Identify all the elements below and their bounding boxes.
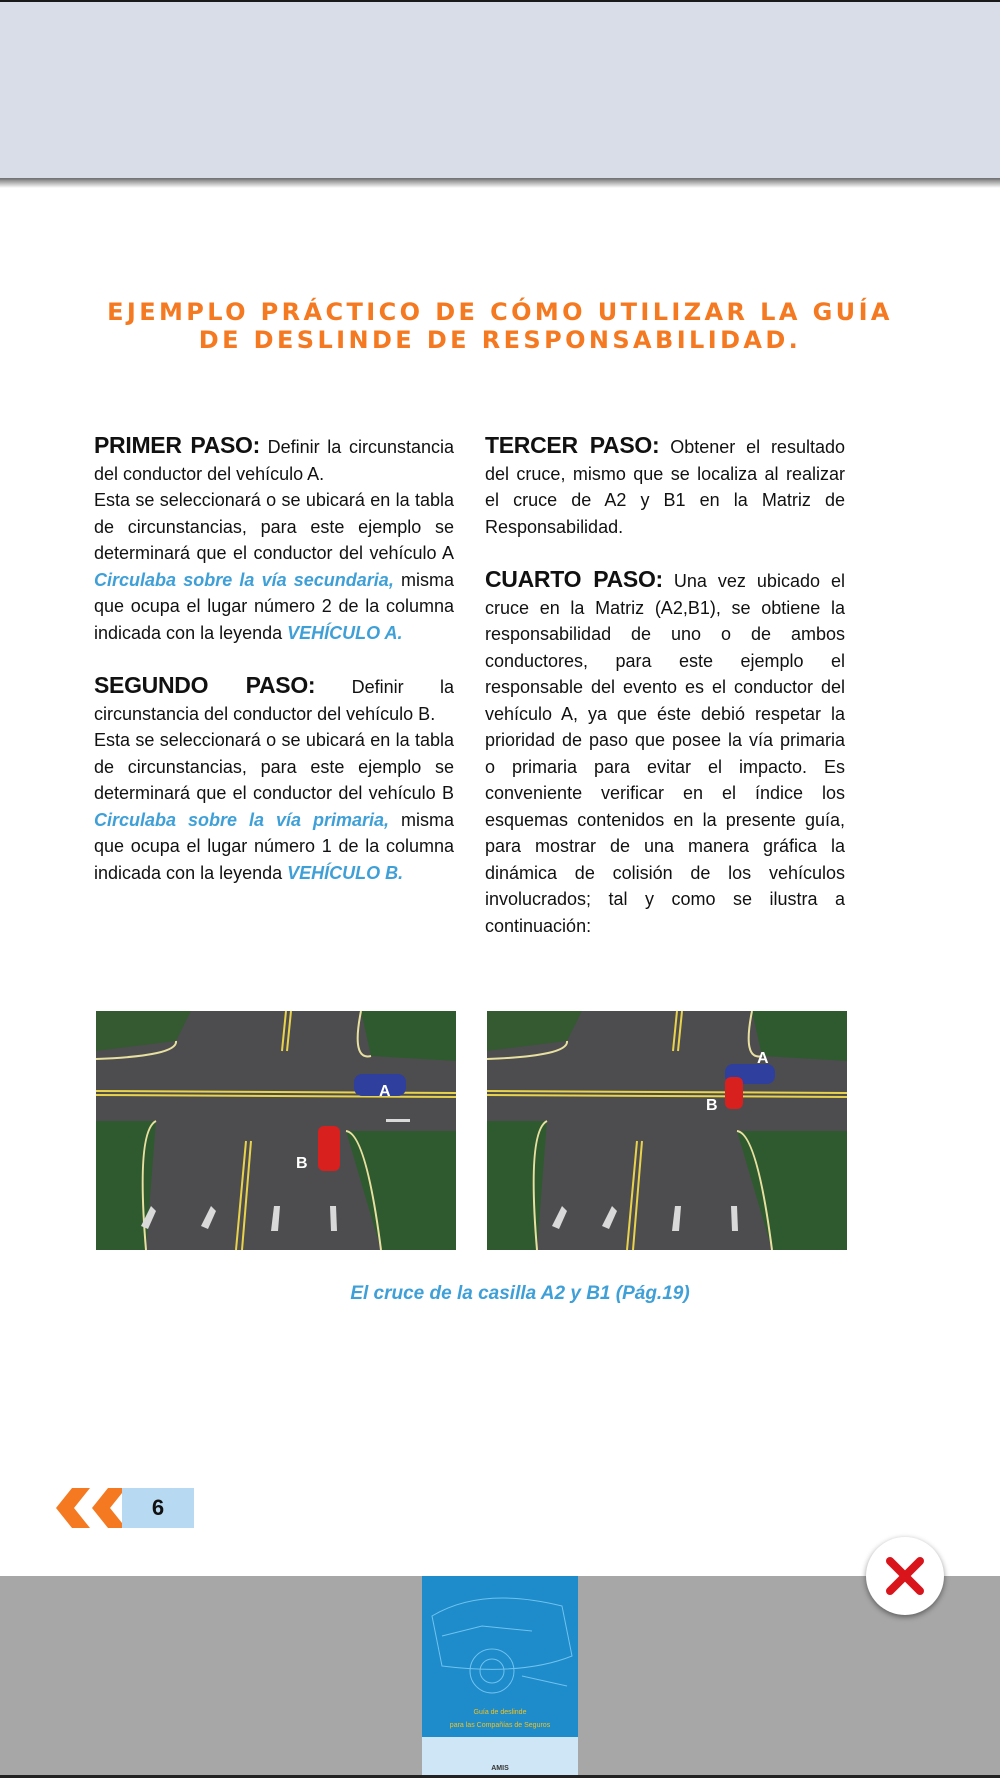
primer-paso-intro: Definir la circunstancia del conductor del vehículo A. [94, 437, 454, 484]
vehiculo-a-legend: VEHÍCULO A. [287, 622, 403, 643]
vehicle-a-marker-collision: A [757, 1050, 769, 1067]
primer-paso-label: PRIMER PASO: [94, 432, 261, 458]
cover-thumbnail[interactable] [422, 1576, 578, 1775]
cuarto-paso-label: CUARTO PASO: [485, 566, 663, 592]
vehicle-b-marker-collision: B [706, 1097, 718, 1114]
segundo-paso-paragraph [94, 672, 454, 727]
chevron-left-icon[interactable] [92, 1488, 126, 1528]
right-column [485, 432, 845, 939]
primer-paso-body: Esta se seleccionará o se ubicará en la tabla de circunstancias, para este ejemplo se determinará que el conductor del vehículo A Circulaba sobre la vía secundaria, misma que ocupa el lugar número 2 de la columna indicada con la leyenda VEHÍCULO A. [94, 490, 454, 643]
thumbnail-title: Guía de deslinde para las Compañías de Seguros [449, 1709, 551, 1729]
amis-logo: AMIS [491, 1765, 509, 1772]
intersection-scene-collision [487, 1011, 847, 1250]
top-toolbar-band [0, 0, 1000, 180]
intersection-scene-before [96, 1011, 456, 1250]
segundo-paso-label: SEGUNDO PASO: [94, 672, 316, 698]
toolbar-shadow [0, 178, 1000, 188]
figure-caption: El cruce de la casilla A2 y B1 (Pág.19) [350, 1283, 690, 1304]
tercer-paso-paragraph: TERCER PASO: Obtener el resultado del cruce, mismo que se localiza al realizar el cruce de A2 y B1 en la Matriz de Responsabilidad. [485, 432, 845, 537]
close-button[interactable] [866, 1537, 944, 1615]
segundo-paso-intro: Definir la circunstancia del conductor del vehículo B. [94, 677, 454, 724]
vehiculo-b-legend: VEHÍCULO B. [287, 862, 404, 883]
primer-paso-highlight: Circulaba sobre la vía secundaria, [94, 569, 394, 590]
tercer-paso-label: TERCER PASO: [485, 432, 660, 458]
vehicle-b-marker: B [296, 1155, 308, 1172]
double-chevron-left-icon[interactable] [56, 1488, 90, 1528]
left-column [94, 432, 454, 886]
close-icon [885, 1556, 925, 1596]
primer-paso-paragraph [94, 432, 454, 487]
page-title: EJEMPLO PRÁCTICO DE CÓMO UTILIZAR LA GUÍA DE DESLINDE DE RESPONSABILIDAD. [107, 298, 893, 354]
cuarto-paso-paragraph: CUARTO PASO: Una vez ubicado el cruce en la Matriz (A2,B1), se obtiene la responsabilidad de uno o de ambos conductores, para este ejemplo el responsable del evento es el conductor del vehículo A, ya que éste debió respetar la prioridad de paso que posee la vía primaria o primaria para evitar el impacto. Es conveniente verificar en el índice los esquemas contenidos en la presente guía, para mostrar de una manera gráfica la dinámica de colisión de los vehículos involucrados; tal y como se ilustra a continuación: [485, 566, 845, 936]
page-number: 6 [122, 1488, 194, 1528]
vehicle-a-marker: A [379, 1083, 391, 1100]
segundo-paso-body: Esta se seleccionará o se ubicará en la tabla de circunstancias, para este ejemplo se determinará que el conductor del vehículo B Circulaba sobre la vía primaria, misma que ocupa el lugar número 1 de la columna indicada con la leyenda VEHÍCULO B. [94, 730, 455, 883]
segundo-paso-highlight: Circulaba sobre la vía primaria, [94, 809, 390, 830]
